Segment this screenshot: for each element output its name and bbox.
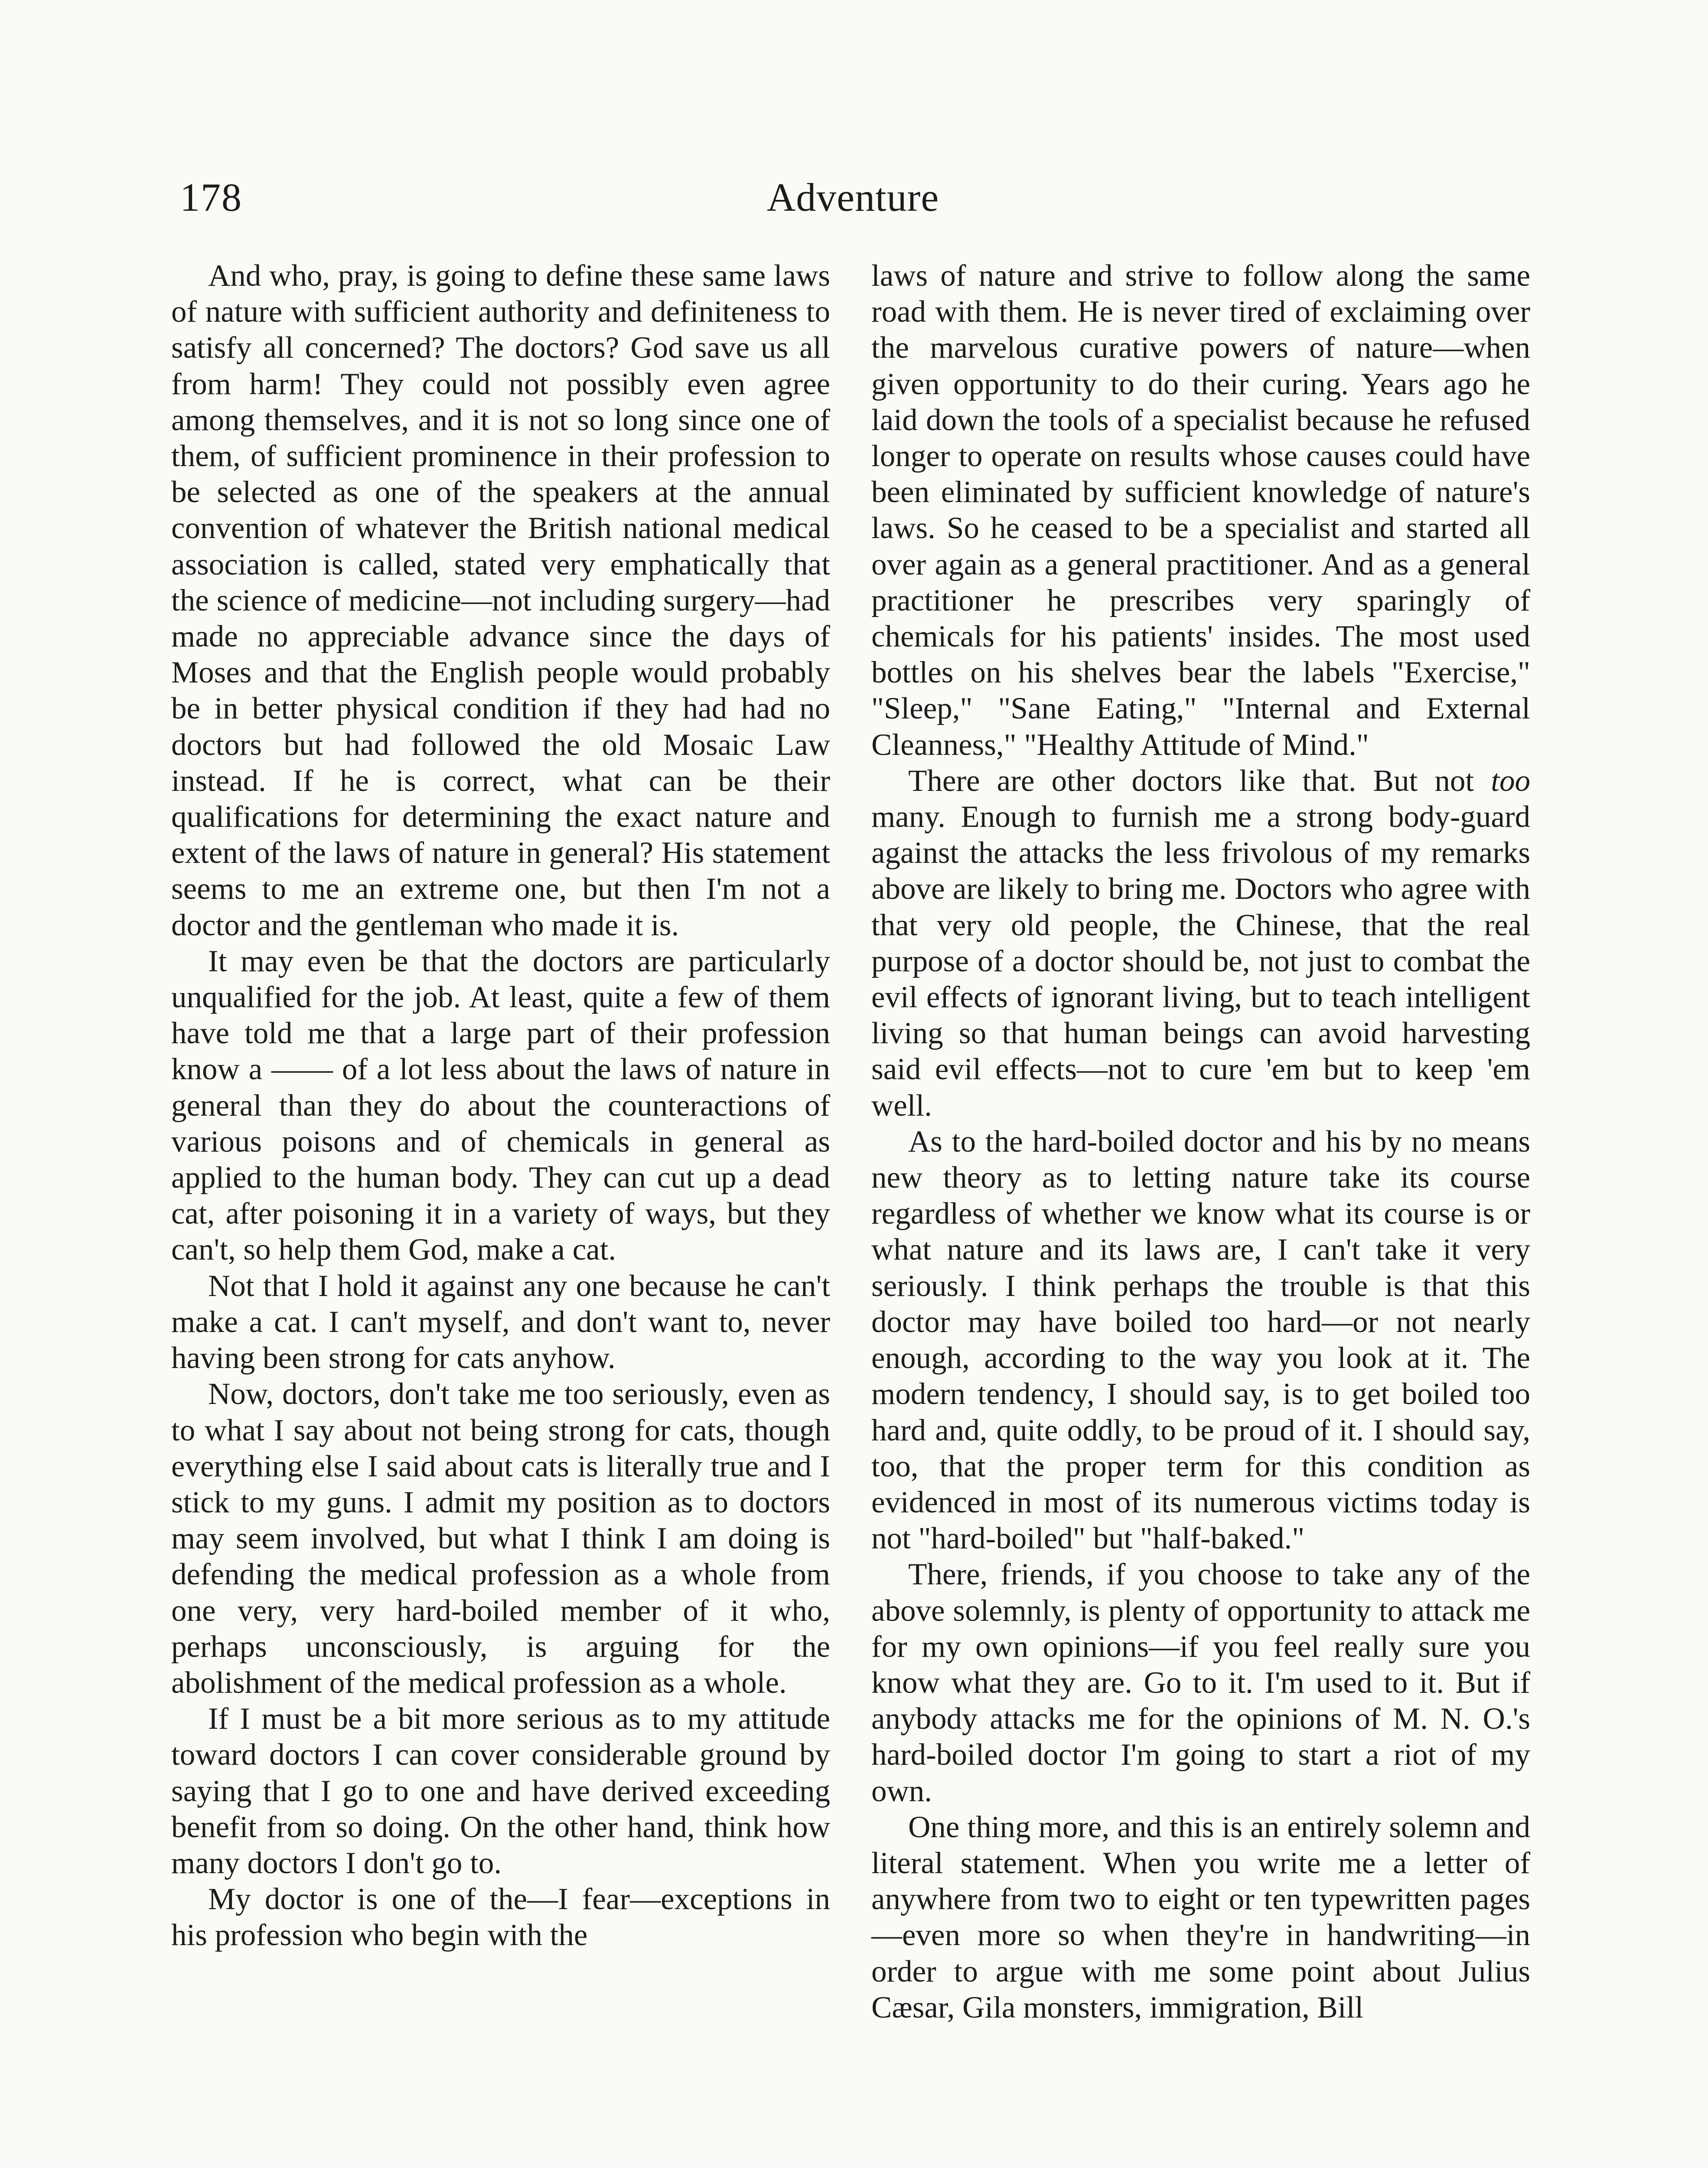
page-header [180, 169, 1526, 225]
page-number: 178 [180, 175, 242, 219]
paragraph: One thing more, and this is an entirely solemn and literal statement. When you write me a letter of anywhere from two to eight or ten typewritten pages—even more so when they're in handwriting—in order to argue with me some point about Julius Cæsar, Gila monsters, immigration, Bill [871, 1810, 1530, 2024]
paragraph: As to the hard-boiled doctor and his by no means new theory as to letting nature take its course regardless of whether we know what its course is or what nature and its laws are, I can't take it very seriously. I think perhaps the trouble is that this doctor may have boiled too hard—or not nearly enough, according to the way you look at it. The modern tendency, I should say, is to get boiled too hard and, quite oddly, to be proud of it. I should say, too, that the proper term for this condition as evidenced in most of its numerous victims today is not "hard-boiled" but "half-baked." [871, 1124, 1530, 1556]
paragraph: Now, doctors, don't take me too seriously, even as to what I say about not being strong for cats, though everything else I said about cats is literally true and I stick to my guns. I admit my position as to doctors may seem involved, but what I think I am doing is defending the medical profession as a whole from one very, very hard-boiled member of it who, perhaps unconsciously, is arguing for the abolishment of the medical profession as a whole. [171, 1377, 830, 1700]
paragraph: There, friends, if you choose to take any of the above solemnly, is plenty of opportunity to attack me for my own opinions—if you feel really sure you know what they are. Go to it. I'm used to it. But if anybody attacks me for the opinions of M. N. O.'s hard-boiled doctor I'm going to start a riot of my own. [871, 1557, 1530, 1808]
paragraph: Not that I hold it against any one because he can't make a cat. I can't myself, and don't want to, never having been strong for cats anyhow. [171, 1269, 830, 1375]
left-column [171, 258, 830, 1954]
running-title: Adventure [766, 175, 939, 219]
emphasis-text: too [1491, 764, 1530, 798]
paragraph: If I must be a bit more serious as to my attitude toward doctors I can cover considerable ground by saying that I go to one and have derived exceeding benefit from so doing. On the other hand, think how many doctors I don't go to. [171, 1702, 830, 1880]
paragraph: And who, pray, is going to define these same laws of nature with sufficient authority and definiteness to satisfy all concerned? The doctors? God save us all from harm! They could not possibly even agree among themselves, and it is not so long since one of them, of sufficient prominence in their profession to be selected as one of the speakers at the annual convention of whatever the British national medical association is called, stated very emphatically that the science of medicine—not including surgery—had made no appreciable advance since the days of Moses and that the English people would probably be in better physical condition if they had had no doctors but had followed the old Mosaic Law instead. If he is correct, what can be their qualifications for determining the exact nature and extent of the laws of nature in general? His statement seems to me an extreme one, but then I'm not a doctor and the gentleman who made it is. [171, 259, 830, 942]
paragraph-text: many. Enough to furnish me a strong body-guard against the attacks the less frivolous of my remarks above are likely to bring me. Doctors who agree with that very old people, the Chinese, that the real purpose of a doctor should be, not just to combat the evil effects of ignorant living, but to teach intelligent living so that human beings can avoid harvesting said evil effects—not to cure 'em but to keep 'em well. [871, 800, 1530, 1123]
paragraph: My doctor is one of the—I fear—exceptions in his profession who begin with the [171, 1882, 830, 1953]
right-column [871, 258, 1530, 2026]
paragraph: laws of nature and strive to follow along the same road with them. He is never tired of exclaiming over the marvelous curative powers of nature—when given opportunity to do their curing. Years ago he laid down the tools of a specialist because he refused longer to operate on results whose causes could have been eliminated by sufficient knowledge of nature's laws. So he ceased to be a specialist and started all over again as a general practitioner. And as a general practitioner he prescribes very sparingly of chemicals for his patients' insides. The most used bottles on his shelves bear the labels "Exercise," "Sleep," "Sane Eating," "Internal and External Cleanness," "Healthy Attitude of Mind." [871, 259, 1530, 762]
paragraph [871, 763, 1530, 1124]
paragraph-text: There are other doctors like that. But not [908, 764, 1491, 798]
paragraph: It may even be that the doctors are particularly unqualified for the job. At least, quite a few of them have told me that a large part of their profession know a —— of a lot less about the laws of nature in general than they do about the counteractions of various poisons and of chemicals in general as applied to the human body. They can cut up a dead cat, after poisoning it in a variety of ways, but they can't, so help them God, make a cat. [171, 944, 830, 1267]
